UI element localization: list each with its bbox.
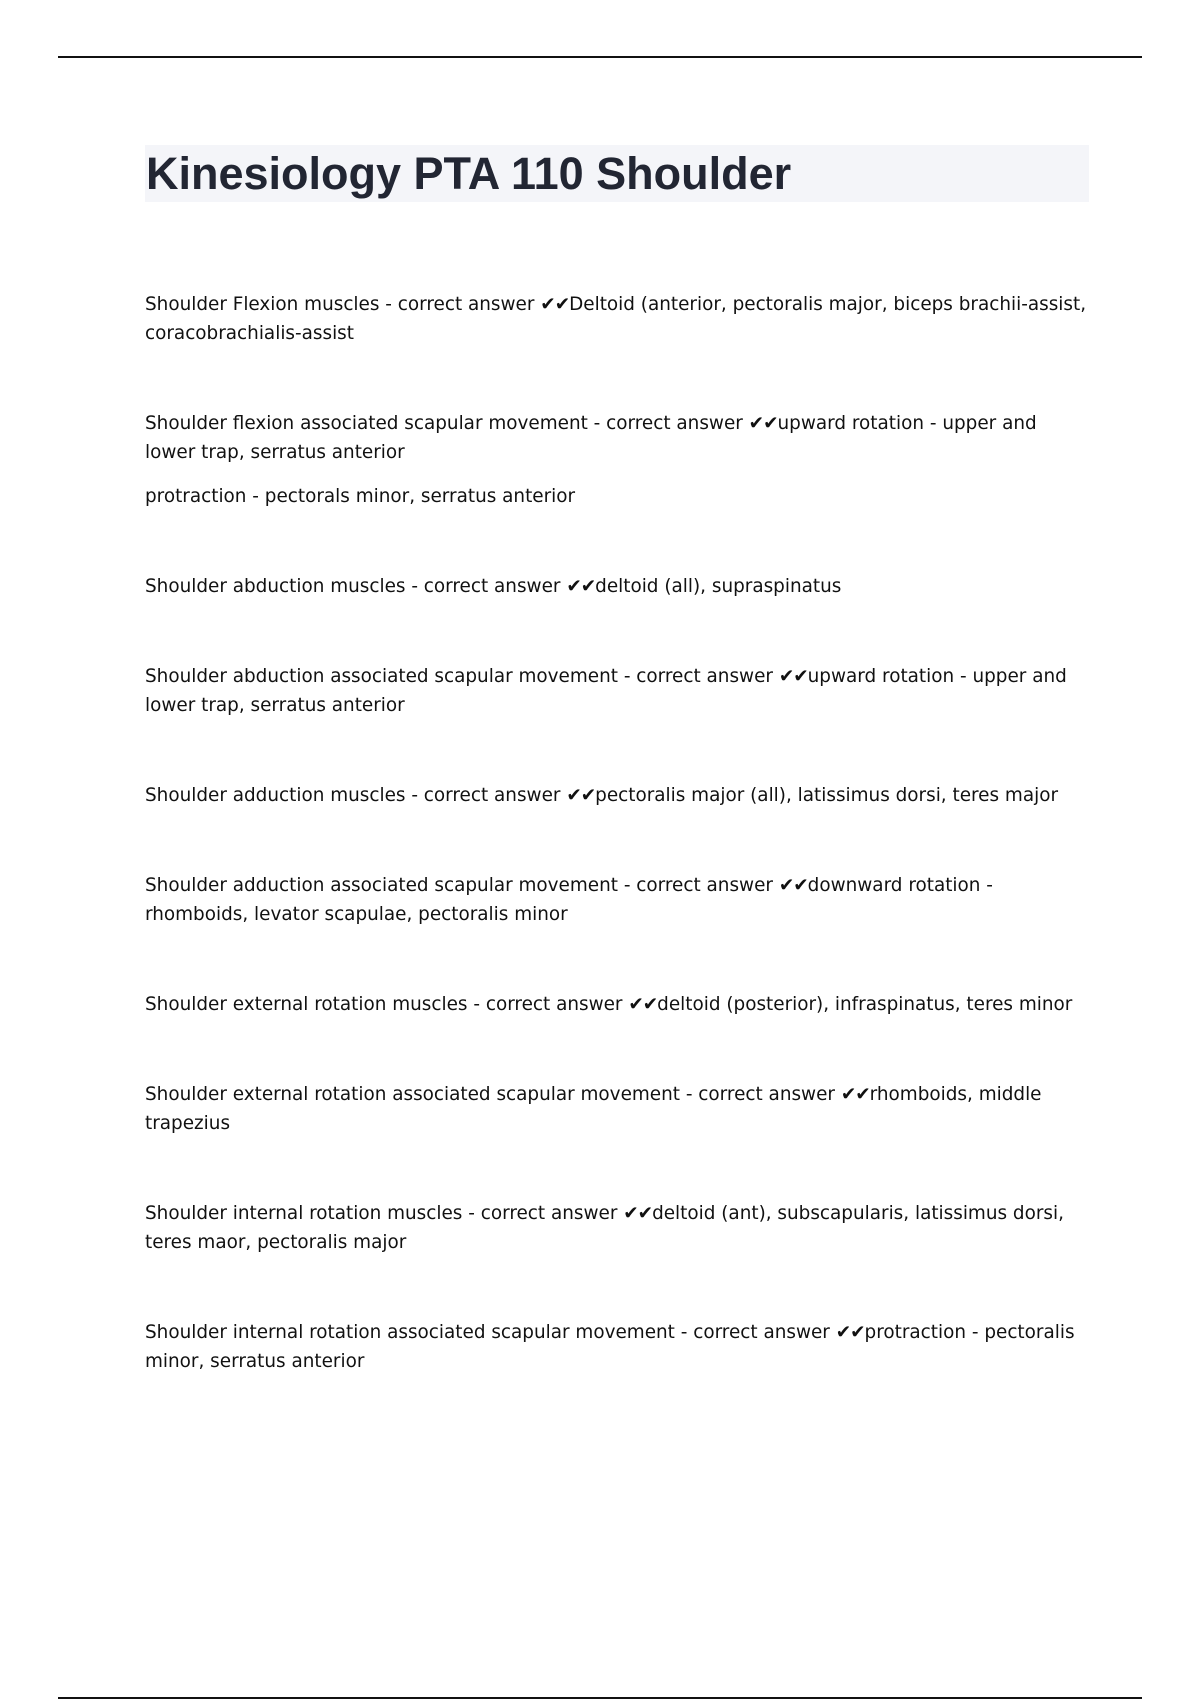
check-mark-icon: ✔✔ bbox=[840, 1084, 870, 1105]
check-mark-icon: ✔✔ bbox=[540, 294, 570, 315]
qa-entry bbox=[145, 1199, 1089, 1257]
separator-text: - correct answer bbox=[674, 1322, 836, 1343]
answer-text: upward rotation - upper and lower trap, serratus anterior bbox=[145, 666, 1067, 716]
question-text: Shoulder external rotation associated scapular movement bbox=[145, 1084, 680, 1105]
question-text: Shoulder abduction muscles bbox=[145, 576, 406, 597]
answer-text: Deltoid (anterior, pectoralis major, biceps brachii-assist, coracobrachialis-assist bbox=[145, 294, 1087, 344]
qa-list bbox=[145, 290, 1089, 1376]
answer-text: rhomboids, middle trapezius bbox=[145, 1084, 1042, 1134]
check-mark-icon: ✔✔ bbox=[566, 785, 596, 806]
check-mark-icon: ✔✔ bbox=[835, 1322, 865, 1343]
answer-text: deltoid (all), supraspinatus bbox=[595, 576, 842, 597]
top-rule bbox=[58, 56, 1142, 58]
separator-text: - correct answer bbox=[379, 294, 541, 315]
separator-text: - correct answer bbox=[587, 413, 749, 434]
question-text: Shoulder adduction muscles bbox=[145, 785, 406, 806]
question-text: Shoulder Flexion muscles bbox=[145, 294, 380, 315]
qa-entry bbox=[145, 290, 1089, 348]
qa-entry bbox=[145, 572, 1089, 601]
answer-text: upward rotation - upper and lower trap, serratus anterior bbox=[145, 413, 1037, 463]
separator-text: - correct answer bbox=[617, 666, 779, 687]
answer-text: downward rotation - rhomboids, levator scapulae, pectoralis minor bbox=[145, 875, 993, 925]
question-text: Shoulder flexion associated scapular movement bbox=[145, 413, 588, 434]
answer-continuation: protraction - pectorals minor, serratus anterior bbox=[145, 486, 576, 507]
answer-text: deltoid (posterior), infraspinatus, teres minor bbox=[657, 994, 1073, 1015]
question-text: Shoulder internal rotation muscles bbox=[145, 1203, 463, 1224]
answer-text: pectoralis major (all), latissimus dorsi, teres major bbox=[595, 785, 1059, 806]
qa-entry bbox=[145, 871, 1089, 929]
question-text: Shoulder adduction associated scapular movement bbox=[145, 875, 618, 896]
check-mark-icon: ✔✔ bbox=[778, 666, 808, 687]
answer-text: protraction - pectoralis minor, serratus anterior bbox=[145, 1322, 1075, 1372]
check-mark-icon: ✔✔ bbox=[566, 576, 596, 597]
check-mark-icon: ✔✔ bbox=[778, 875, 808, 896]
document-title: Kinesiology PTA 110 Shoulder bbox=[146, 148, 792, 199]
title-band bbox=[145, 145, 1089, 202]
question-text: Shoulder abduction associated scapular movement bbox=[145, 666, 618, 687]
separator-text: - correct answer bbox=[405, 576, 567, 597]
qa-entry bbox=[145, 990, 1089, 1019]
answer-text: deltoid (ant), subscapularis, latissimus dorsi, teres maor, pectoralis major bbox=[145, 1203, 1064, 1253]
qa-entry bbox=[145, 1318, 1089, 1376]
qa-entry bbox=[145, 662, 1089, 720]
qa-entry bbox=[145, 781, 1089, 810]
separator-text: - correct answer bbox=[617, 875, 779, 896]
qa-entry bbox=[145, 409, 1089, 511]
bottom-rule bbox=[58, 1697, 1142, 1699]
separator-text: - correct answer bbox=[467, 994, 629, 1015]
separator-text: - correct answer bbox=[462, 1203, 624, 1224]
check-mark-icon: ✔✔ bbox=[748, 413, 778, 434]
separator-text: - correct answer bbox=[405, 785, 567, 806]
question-text: Shoulder internal rotation associated scapular movement bbox=[145, 1322, 675, 1343]
question-text: Shoulder external rotation muscles bbox=[145, 994, 468, 1015]
check-mark-icon: ✔✔ bbox=[628, 994, 658, 1015]
check-mark-icon: ✔✔ bbox=[623, 1203, 653, 1224]
qa-entry bbox=[145, 1080, 1089, 1138]
separator-text: - correct answer bbox=[679, 1084, 841, 1105]
